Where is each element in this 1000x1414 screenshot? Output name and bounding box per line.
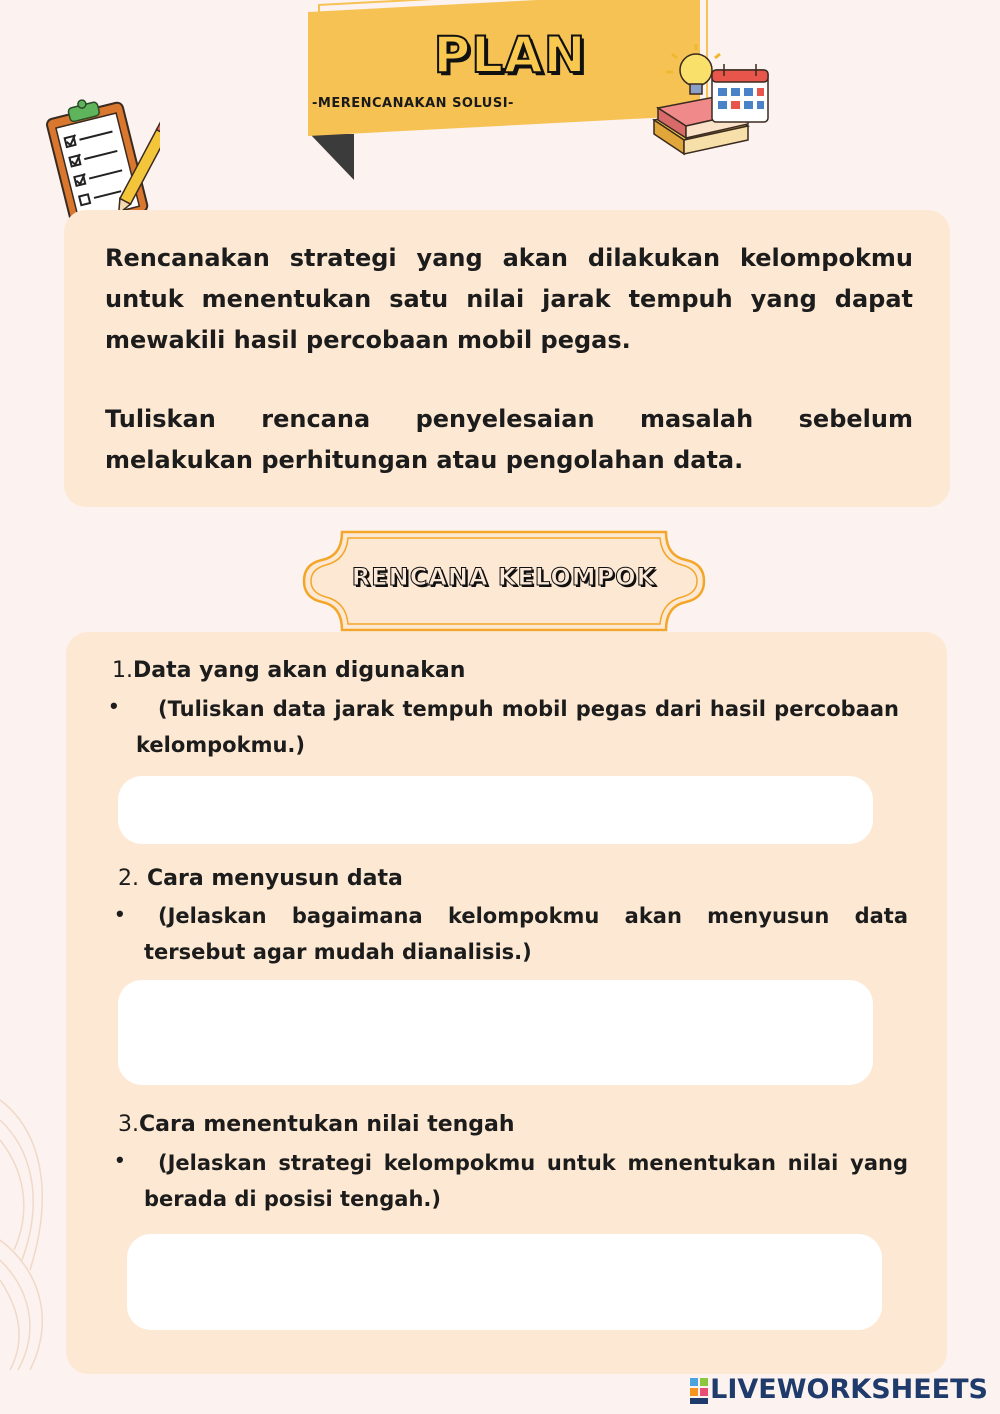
instructions-paragraph-1: Rencanakan strategi yang akan dilakukan kelompokmu untuk menentukan satu nilai jarak tempuh yang dapat mewakili hasil percobaan mobil pegas. (105, 244, 913, 354)
task-2-number: 2. (118, 866, 139, 891)
section-title: RENCANA KELOMPOK (351, 563, 657, 591)
task-1-bullet: • (110, 693, 118, 718)
task-2-description: (Jelaskan bagaimana kelompokmu akan menyusun data tersebut agar mudah dianalisis.) (144, 904, 908, 964)
task-1-answer-input[interactable] (118, 776, 873, 844)
task-3-heading (118, 1112, 515, 1137)
task-2-answer-input[interactable] (118, 980, 873, 1085)
page-subtitle: -MERENCANAKAN SOLUSI- (312, 96, 514, 111)
task-3-answer-input[interactable] (127, 1234, 882, 1330)
leaf-decoration (0, 1040, 70, 1370)
task-3-bullet: • (116, 1147, 124, 1172)
task-1-number: 1. (112, 658, 133, 683)
task-2-bullet: • (116, 901, 124, 926)
task-3-description: (Jelaskan strategi kelompokmu untuk menentukan nilai yang berada di posisi tengah.) (144, 1151, 908, 1211)
liveworksheets-brand[interactable]: LIVEWORKSHEETS (710, 1374, 988, 1405)
task-2-heading (118, 866, 403, 891)
task-2-title: Cara menyusun data (147, 866, 403, 891)
task-3-title: Cara menentukan nilai tengah (139, 1112, 515, 1137)
task-1-heading (112, 658, 465, 683)
task-1-description: (Tuliskan data jarak tempuh mobil pegas dari hasil percobaan kelompokmu.) (136, 697, 899, 757)
task-3-number: 3. (118, 1112, 139, 1137)
task-1-title: Data yang akan digunakan (133, 658, 466, 683)
books-lightbulb-calendar-icon (648, 40, 772, 164)
banner-tail (310, 134, 354, 180)
page-title: PLAN (433, 26, 587, 84)
instructions-paragraph-2: Tuliskan rencana penyelesaian masalah sebelum melakukan perhitungan atau pengolahan data. (105, 405, 913, 474)
